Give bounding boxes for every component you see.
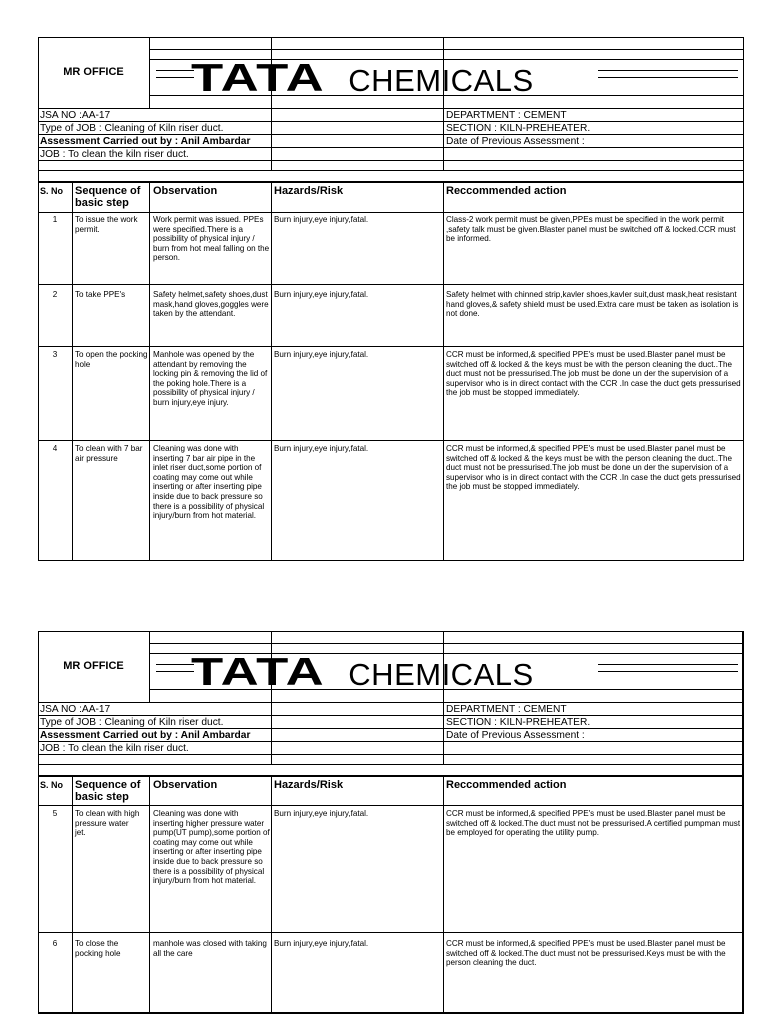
- office-label: MR OFFICE: [63, 660, 124, 672]
- company-logo: [191, 653, 601, 692]
- logo-tata-text: TATA: [191, 651, 326, 694]
- header-observation: Observation: [153, 779, 218, 791]
- company-logo: [191, 59, 601, 98]
- row-5-sno: 5: [52, 809, 58, 818]
- jsa-sheet-2: [38, 631, 744, 1014]
- logo-chemicals-text: CHEMICALS: [348, 657, 534, 692]
- header-hazards: Hazards/Risk: [274, 185, 344, 197]
- row-3-action: CCR must be informed,& specified PPE's must be used.Blaster panel must be switched off & locked & the keys must be with the person cleaning the duct..The duct must not be pressurised.The job must be done un der the supervision of a supervisor who is in direct contact with the CCR .In case the duct gets pressurised the job must be stopped immediately.: [446, 350, 741, 398]
- jsa-number: JSA NO :AA-17: [40, 704, 111, 715]
- row-6-sno: 6: [52, 939, 58, 948]
- section: SECTION : KILN-PREHEATER.: [446, 717, 591, 728]
- row-3-observation: Manhole was opened by the attendant by removing the locking pin & removing the lid of the poking hole.There is a possibility of physical injury / burn injury,eye injury.: [153, 350, 268, 407]
- row-5-hazards: Burn injury,eye injury,fatal.: [274, 809, 369, 818]
- row-5-action: CCR must be informed,& specified PPE's must be used.Blaster panel must be switched off & locked.The duct must not be pressurised.A certified pumpman must be employed for operating the utility pump.: [446, 809, 741, 838]
- header-hazards: Hazards/Risk: [274, 779, 344, 791]
- assessment-by: Assessment Carried out by : Anil Ambardar: [40, 730, 251, 741]
- previous-assessment-date: Date of Previous Assessment :: [446, 136, 585, 147]
- row-4-sno: 4: [52, 444, 58, 453]
- header-sno: S. No: [40, 186, 64, 196]
- jsa-sheet-1: [38, 37, 744, 561]
- job-description: JOB : To clean the kiln riser duct.: [40, 149, 189, 160]
- row-6-hazards: Burn injury,eye injury,fatal.: [274, 939, 369, 948]
- job-description: JOB : To clean the kiln riser duct.: [40, 743, 189, 754]
- header-step: Sequence of basic step: [75, 779, 141, 803]
- previous-assessment-date: Date of Previous Assessment :: [446, 730, 585, 741]
- department: DEPARTMENT : CEMENT: [446, 704, 567, 715]
- row-2-action: Safety helmet with chinned strip,kavler shoes,kavler suit,dust mask,heat resistant hand gloves,& safety shield must be used.Extra care must be taken as isolation is not done.: [446, 290, 739, 319]
- row-3-sno: 3: [52, 350, 58, 359]
- office-label: MR OFFICE: [63, 66, 124, 78]
- row-6-action: CCR must be informed,& specified PPE's must be used.Blaster panel must be switched off & locked.The duct must not be pressurised.Keys must be with the person cleaning the duct.: [446, 939, 726, 968]
- row-4-observation: Cleaning was done with inserting 7 bar air pipe in the inlet riser duct,some portion of coating may come out while inserting or after inserting pipe inside due to back pressure so there is a possibility of physical injury/burn from hot material.: [153, 444, 265, 521]
- row-5-observation: Cleaning was done with inserting higher pressure water pump(UT pump),some portion of coating may come out while inserting or after inserting pipe inside due to back pressure so there is a possibility of physical injury/burn from hot material.: [153, 809, 270, 886]
- logo-tata-text: TATA: [191, 57, 326, 100]
- row-2-sno: 2: [52, 290, 58, 299]
- type-of-job: Type of JOB : Cleaning of Kiln riser duct.: [40, 717, 224, 728]
- row-3-step: To open the pocking hole: [75, 350, 148, 369]
- row-1-observation: Work permit was issued. PPEs were specified.There is a possibility of physical injury / burn from hot meal falling on the person.: [153, 215, 270, 263]
- department: DEPARTMENT : CEMENT: [446, 110, 567, 121]
- jsa-number: JSA NO :AA-17: [40, 110, 111, 121]
- type-of-job: Type of JOB : Cleaning of Kiln riser duct.: [40, 123, 224, 134]
- row-2-step: To take PPE's: [75, 290, 126, 299]
- row-6-observation: manhole was closed with taking all the care: [153, 939, 267, 958]
- row-1-action: Class-2 work permit must be given,PPEs must be specified in the work permit ,safety talk must be given.Blaster panel must be switched off & locked.CCR must be informed.: [446, 215, 736, 244]
- row-4-step: To clean with 7 bar air pressure: [75, 444, 143, 463]
- row-4-action: CCR must be informed,& specified PPE's must be used.Blaster panel must be switched off & locked & the keys must be with the person cleaning the duct..The duct must not be pressurised.The job must be done un der the supervision of a supervisor who is in direct contact with the CCR .In case the duct gets pressurised the job must be stopped immediately.: [446, 444, 741, 492]
- assessment-by: Assessment Carried out by : Anil Ambardar: [40, 136, 251, 147]
- row-1-sno: 1: [52, 215, 58, 224]
- row-2-hazards: Burn injury,eye injury,fatal.: [274, 290, 369, 299]
- row-2-observation: Safety helmet,safety shoes,dust mask,hand gloves,goggles were taken by the attendant.: [153, 290, 269, 319]
- row-4-hazards: Burn injury,eye injury,fatal.: [274, 444, 369, 453]
- row-5-step: To clean with high pressure water jet.: [75, 809, 140, 838]
- header-action: Reccommended action: [446, 779, 567, 791]
- row-6-step: To close the pocking hole: [75, 939, 121, 958]
- header-sno: S. No: [40, 780, 64, 790]
- header-action: Reccommended action: [446, 185, 567, 197]
- row-1-step: To issue the work permit.: [75, 215, 138, 234]
- section: SECTION : KILN-PREHEATER.: [446, 123, 591, 134]
- header-observation: Observation: [153, 185, 218, 197]
- row-3-hazards: Burn injury,eye injury,fatal.: [274, 350, 369, 359]
- logo-chemicals-text: CHEMICALS: [348, 63, 534, 98]
- row-1-hazards: Burn injury,eye injury,fatal.: [274, 215, 369, 224]
- header-step: Sequence of basic step: [75, 185, 141, 209]
